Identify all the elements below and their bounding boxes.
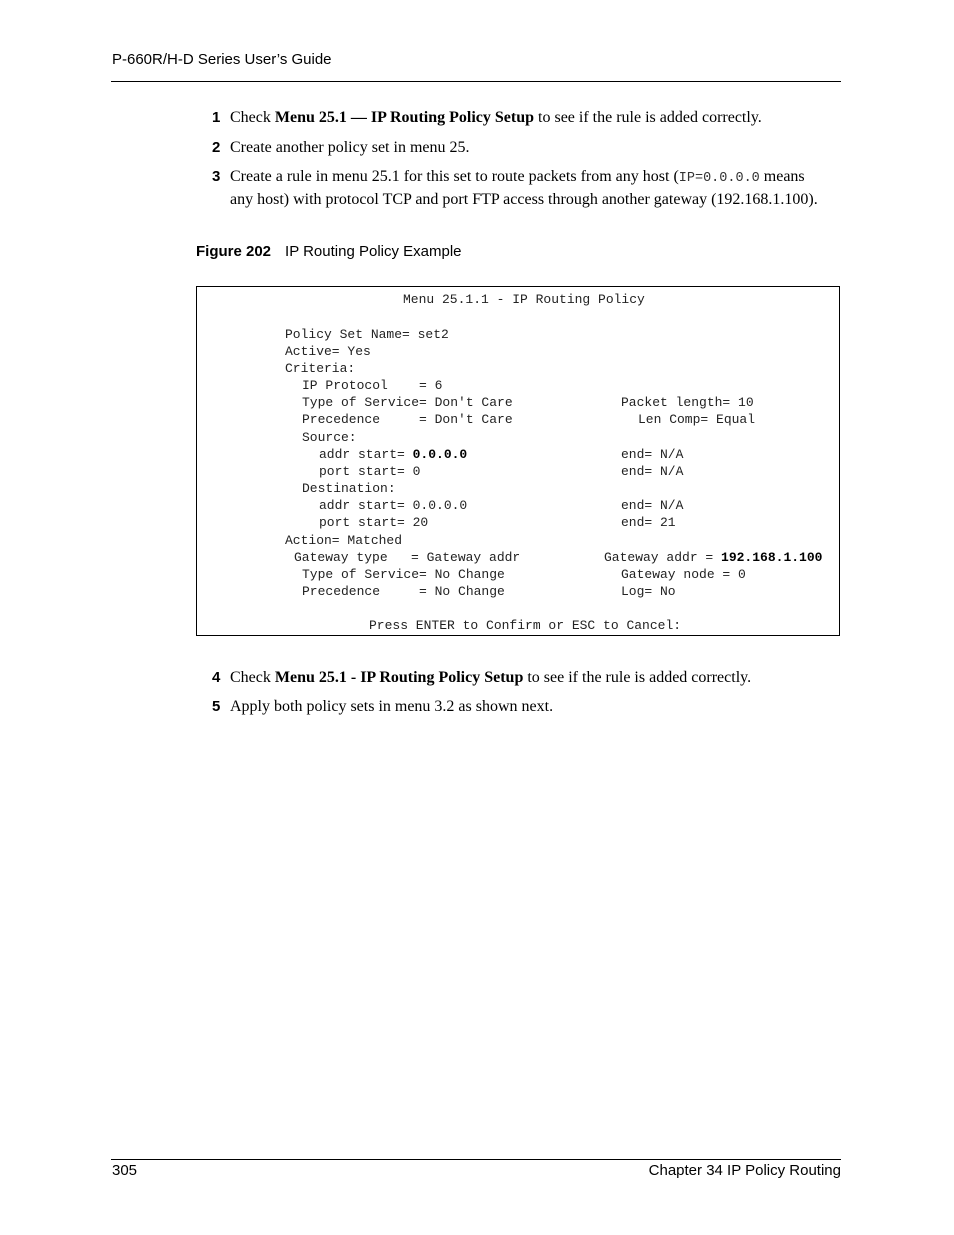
- step-3: 3 Create a rule in menu 25.1 for this set to route packets from any host (IP=0.0.0.0 means any host) with protocol TCP and port FTP access through another gateway (192.168.1.100).: [212, 168, 818, 208]
- destination-port-end: end= 21: [621, 515, 676, 530]
- action-type-of-service: Type of Service= No Change: [302, 567, 505, 582]
- source-addr-start: addr start= 0.0.0.0: [319, 447, 468, 462]
- source-port-end: end= N/A: [621, 464, 684, 479]
- len-comp-field: Len Comp= Equal: [638, 412, 756, 427]
- step-1: 1 Check Menu 25.1 — IP Routing Policy Setup to see if the rule is added correctly.: [212, 109, 762, 126]
- gateway-addr-field: Gateway addr = 192.168.1.100: [604, 550, 823, 565]
- chapter-title: Chapter 34 IP Policy Routing: [648, 1162, 841, 1179]
- destination-addr-end: end= N/A: [621, 498, 684, 513]
- screen-title: Menu 25.1.1 - IP Routing Policy: [403, 292, 645, 307]
- figure-label: Figure 202: [196, 243, 272, 260]
- log-field: Log= No: [621, 584, 676, 599]
- step-number: 4: [212, 669, 221, 686]
- gateway-type-field: Gateway type = Gateway addr: [294, 550, 521, 565]
- ip-protocol-field: IP Protocol = 6: [302, 378, 443, 393]
- precedence-field: Precedence = Don't Care: [302, 412, 513, 427]
- step-number: 5: [212, 698, 221, 715]
- step-5: 5 Apply both policy sets in menu 3.2 as shown next.: [212, 698, 554, 715]
- header-title: P-660R/H-D Series User’s Guide: [112, 51, 332, 68]
- destination-addr-start: addr start= 0.0.0.0: [319, 498, 468, 513]
- source-port-start: port start= 0: [319, 464, 421, 479]
- source-addr-end: end= N/A: [621, 447, 684, 462]
- packet-length-field: Packet length= 10: [621, 395, 754, 410]
- terminal-screen: [196, 286, 840, 636]
- page-number: 305: [112, 1162, 138, 1179]
- figure-title: IP Routing Policy Example: [285, 243, 462, 260]
- active-field: Active= Yes: [285, 344, 371, 359]
- step-number: 1: [212, 109, 221, 126]
- action-precedence: Precedence = No Change: [302, 584, 505, 599]
- destination-port-start: port start= 20: [319, 515, 429, 530]
- action-field: Action= Matched: [285, 533, 403, 548]
- type-of-service-field: Type of Service= Don't Care: [302, 395, 513, 410]
- source-heading: Source:: [302, 430, 357, 445]
- figure-caption: [196, 243, 462, 260]
- step-2: 2 Create another policy set in menu 25.: [212, 139, 470, 156]
- policy-set-name: Policy Set Name= set2: [285, 327, 449, 342]
- menu-reference: Menu 25.1 — IP Routing Policy Setup: [274, 109, 535, 126]
- confirm-prompt: Press ENTER to Confirm or ESC to Cancel:: [369, 618, 682, 633]
- gateway-node-field: Gateway node = 0: [621, 567, 746, 582]
- step-number: 2: [212, 139, 221, 156]
- step-4: 4 Check Menu 25.1 - IP Routing Policy Setup to see if the rule is added correctly.: [212, 669, 752, 686]
- menu-reference: Menu 25.1 - IP Routing Policy Setup: [274, 669, 524, 686]
- criteria-heading: Criteria:: [285, 361, 356, 376]
- footer-rule: [111, 1159, 841, 1160]
- step-number: 3: [212, 168, 221, 185]
- header-rule: [111, 81, 841, 82]
- inline-code: IP=0.0.0.0: [678, 171, 760, 186]
- destination-heading: Destination:: [302, 481, 396, 496]
